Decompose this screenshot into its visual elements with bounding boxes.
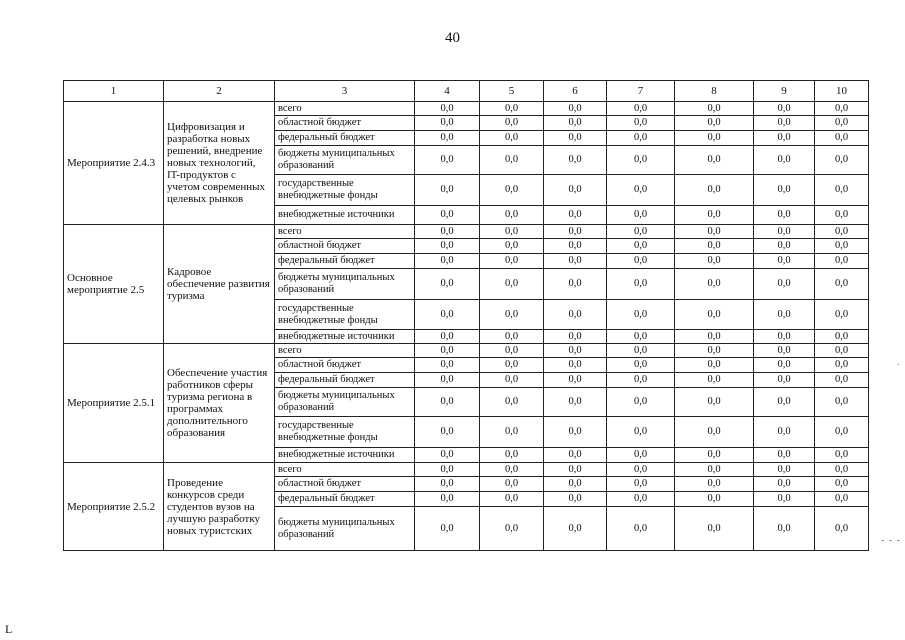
value-cell: 0,0 [480,448,544,463]
funding-source-cell: внебюджетные источники [275,206,415,225]
value-cell: 0,0 [675,448,754,463]
funding-source-cell: государственные внебюджетные фонды [275,175,415,206]
value-cell: 0,0 [815,239,869,254]
value-cell: 0,0 [607,463,675,477]
value-cell: 0,0 [415,492,480,507]
funding-source-cell: всего [275,102,415,116]
value-cell: 0,0 [480,116,544,131]
value-cell: 0,0 [544,175,607,206]
funding-source-cell: всего [275,344,415,358]
value-cell: 0,0 [544,225,607,239]
value-cell: 0,0 [754,206,815,225]
value-cell: 0,0 [675,477,754,492]
value-cell: 0,0 [754,131,815,146]
value-cell: 0,0 [480,492,544,507]
value-cell: 0,0 [415,417,480,448]
value-cell: 0,0 [480,330,544,344]
value-cell: 0,0 [607,131,675,146]
value-cell: 0,0 [480,102,544,116]
value-cell: 0,0 [607,373,675,388]
table-row [64,344,869,358]
value-cell: 0,0 [675,358,754,373]
activity-id-cell: Основное мероприятие 2.5 [64,225,164,344]
column-header-9: 9 [754,81,815,102]
value-cell: 0,0 [815,254,869,269]
value-cell: 0,0 [754,507,815,551]
value-cell: 0,0 [754,492,815,507]
value-cell: 0,0 [415,102,480,116]
value-cell: 0,0 [415,146,480,175]
margin-mark: - - - [881,535,901,546]
value-cell: 0,0 [754,239,815,254]
value-cell: 0,0 [754,102,815,116]
value-cell: 0,0 [675,507,754,551]
value-cell: 0,0 [754,269,815,300]
table-row [64,225,869,239]
value-cell: 0,0 [675,102,754,116]
value-cell: 0,0 [815,358,869,373]
value-cell: 0,0 [815,417,869,448]
value-cell: 0,0 [815,116,869,131]
value-cell: 0,0 [675,344,754,358]
value-cell: 0,0 [480,175,544,206]
column-header-7: 7 [607,81,675,102]
funding-source-cell: федеральный бюджет [275,254,415,269]
value-cell: 0,0 [815,175,869,206]
value-cell: 0,0 [754,330,815,344]
value-cell: 0,0 [480,388,544,417]
value-cell: 0,0 [544,269,607,300]
column-header-8: 8 [675,81,754,102]
value-cell: 0,0 [544,102,607,116]
column-header-6: 6 [544,81,607,102]
value-cell: 0,0 [675,239,754,254]
value-cell: 0,0 [675,269,754,300]
value-cell: 0,0 [480,254,544,269]
value-cell: 0,0 [480,373,544,388]
value-cell: 0,0 [675,206,754,225]
value-cell: 0,0 [415,448,480,463]
value-cell: 0,0 [480,131,544,146]
column-header-3: 3 [275,81,415,102]
value-cell: 0,0 [415,300,480,330]
funding-source-cell: государственные внебюджетные фонды [275,417,415,448]
value-cell: 0,0 [815,102,869,116]
budget-table [63,80,869,551]
value-cell: 0,0 [607,102,675,116]
funding-source-cell: областной бюджет [275,477,415,492]
value-cell: 0,0 [544,507,607,551]
value-cell: 0,0 [415,373,480,388]
value-cell: 0,0 [544,254,607,269]
column-header-10: 10 [815,81,869,102]
activity-name-cell: Цифровизация и разработка новых решений, внедрение новых технологий, IT-продуктов с учетом современных целевых рынков [164,102,275,225]
table-row [64,102,869,116]
funding-source-cell: областной бюджет [275,358,415,373]
value-cell: 0,0 [544,463,607,477]
value-cell: 0,0 [675,417,754,448]
value-cell: 0,0 [754,225,815,239]
value-cell: 0,0 [607,330,675,344]
value-cell: 0,0 [607,116,675,131]
value-cell: 0,0 [480,239,544,254]
value-cell: 0,0 [415,344,480,358]
value-cell: 0,0 [480,206,544,225]
value-cell: 0,0 [754,175,815,206]
activity-name-cell: Проведение конкурсов среди студентов вузов на лучшую разработку новых туристских [164,463,275,551]
value-cell: 0,0 [754,388,815,417]
value-cell: 0,0 [544,330,607,344]
value-cell: 0,0 [544,146,607,175]
value-cell: 0,0 [480,300,544,330]
value-cell: 0,0 [675,131,754,146]
funding-source-cell: федеральный бюджет [275,492,415,507]
value-cell: 0,0 [607,448,675,463]
funding-source-cell: бюджеты муниципальных образований [275,507,415,551]
value-cell: 0,0 [754,448,815,463]
value-cell: 0,0 [607,225,675,239]
value-cell: 0,0 [675,330,754,344]
value-cell: 0,0 [607,417,675,448]
value-cell: 0,0 [675,116,754,131]
value-cell: 0,0 [815,131,869,146]
value-cell: 0,0 [415,254,480,269]
funding-source-cell: бюджеты муниципальных образований [275,269,415,300]
value-cell: 0,0 [415,131,480,146]
value-cell: 0,0 [415,330,480,344]
value-cell: 0,0 [480,344,544,358]
column-header-2: 2 [164,81,275,102]
value-cell: 0,0 [607,239,675,254]
corner-mark: L [5,622,13,636]
activity-id-cell: Мероприятие 2.5.2 [64,463,164,551]
value-cell: 0,0 [607,269,675,300]
value-cell: 0,0 [544,131,607,146]
value-cell: 0,0 [815,146,869,175]
value-cell: 0,0 [544,344,607,358]
funding-source-cell: всего [275,463,415,477]
funding-source-cell: бюджеты муниципальных образований [275,146,415,175]
value-cell: 0,0 [754,477,815,492]
value-cell: 0,0 [815,344,869,358]
value-cell: 0,0 [607,492,675,507]
value-cell: 0,0 [544,358,607,373]
column-header-1: 1 [64,81,164,102]
value-cell: 0,0 [415,239,480,254]
value-cell: 0,0 [754,116,815,131]
funding-source-cell: федеральный бюджет [275,131,415,146]
value-cell: 0,0 [675,175,754,206]
value-cell: 0,0 [675,254,754,269]
value-cell: 0,0 [675,373,754,388]
value-cell: 0,0 [480,507,544,551]
value-cell: 0,0 [675,225,754,239]
value-cell: 0,0 [544,477,607,492]
value-cell: 0,0 [815,269,869,300]
value-cell: 0,0 [815,373,869,388]
value-cell: 0,0 [480,146,544,175]
value-cell: 0,0 [754,254,815,269]
value-cell: 0,0 [415,388,480,417]
value-cell: 0,0 [544,116,607,131]
value-cell: 0,0 [415,116,480,131]
activity-name-cell: Обеспечение участия работников сферы туризма региона в программах дополнительного образования [164,344,275,463]
value-cell: 0,0 [815,448,869,463]
value-cell: 0,0 [480,417,544,448]
value-cell: 0,0 [815,300,869,330]
value-cell: 0,0 [544,206,607,225]
activity-id-cell: Мероприятие 2.5.1 [64,344,164,463]
page-number: 40 [445,30,460,46]
value-cell: 0,0 [815,507,869,551]
funding-source-cell: внебюджетные источники [275,448,415,463]
funding-source-cell: федеральный бюджет [275,373,415,388]
value-cell: 0,0 [607,358,675,373]
value-cell: 0,0 [415,477,480,492]
value-cell: 0,0 [815,477,869,492]
value-cell: 0,0 [815,492,869,507]
activity-name-cell: Кадровое обеспечение развития туризма [164,225,275,344]
value-cell: 0,0 [815,225,869,239]
column-header-4: 4 [415,81,480,102]
funding-source-cell: областной бюджет [275,239,415,254]
value-cell: 0,0 [754,300,815,330]
value-cell: 0,0 [544,300,607,330]
value-cell: 0,0 [754,463,815,477]
activity-id-cell: Мероприятие 2.4.3 [64,102,164,225]
value-cell: 0,0 [754,358,815,373]
value-cell: 0,0 [480,358,544,373]
value-cell: 0,0 [480,477,544,492]
value-cell: 0,0 [815,206,869,225]
value-cell: 0,0 [607,507,675,551]
value-cell: 0,0 [480,463,544,477]
value-cell: 0,0 [415,175,480,206]
value-cell: 0,0 [607,254,675,269]
value-cell: 0,0 [544,492,607,507]
value-cell: 0,0 [754,373,815,388]
funding-source-cell: всего [275,225,415,239]
funding-source-cell: внебюджетные источники [275,330,415,344]
value-cell: 0,0 [480,269,544,300]
margin-mark: · [896,360,901,371]
value-cell: 0,0 [815,330,869,344]
value-cell: 0,0 [607,206,675,225]
value-cell: 0,0 [815,388,869,417]
value-cell: 0,0 [415,463,480,477]
value-cell: 0,0 [544,448,607,463]
value-cell: 0,0 [675,146,754,175]
value-cell: 0,0 [607,146,675,175]
value-cell: 0,0 [607,344,675,358]
funding-source-cell: областной бюджет [275,116,415,131]
value-cell: 0,0 [415,206,480,225]
value-cell: 0,0 [675,492,754,507]
value-cell: 0,0 [607,477,675,492]
value-cell: 0,0 [607,300,675,330]
column-header-5: 5 [480,81,544,102]
value-cell: 0,0 [754,146,815,175]
value-cell: 0,0 [544,373,607,388]
value-cell: 0,0 [754,417,815,448]
value-cell: 0,0 [415,269,480,300]
funding-source-cell: бюджеты муниципальных образований [275,388,415,417]
value-cell: 0,0 [415,225,480,239]
value-cell: 0,0 [415,507,480,551]
value-cell: 0,0 [607,388,675,417]
value-cell: 0,0 [480,225,544,239]
value-cell: 0,0 [544,239,607,254]
value-cell: 0,0 [815,463,869,477]
value-cell: 0,0 [754,344,815,358]
value-cell: 0,0 [544,417,607,448]
funding-source-cell: государственные внебюджетные фонды [275,300,415,330]
value-cell: 0,0 [607,175,675,206]
table-row [64,463,869,477]
value-cell: 0,0 [675,388,754,417]
header-row [64,81,869,102]
value-cell: 0,0 [675,300,754,330]
value-cell: 0,0 [544,388,607,417]
value-cell: 0,0 [675,463,754,477]
value-cell: 0,0 [415,358,480,373]
